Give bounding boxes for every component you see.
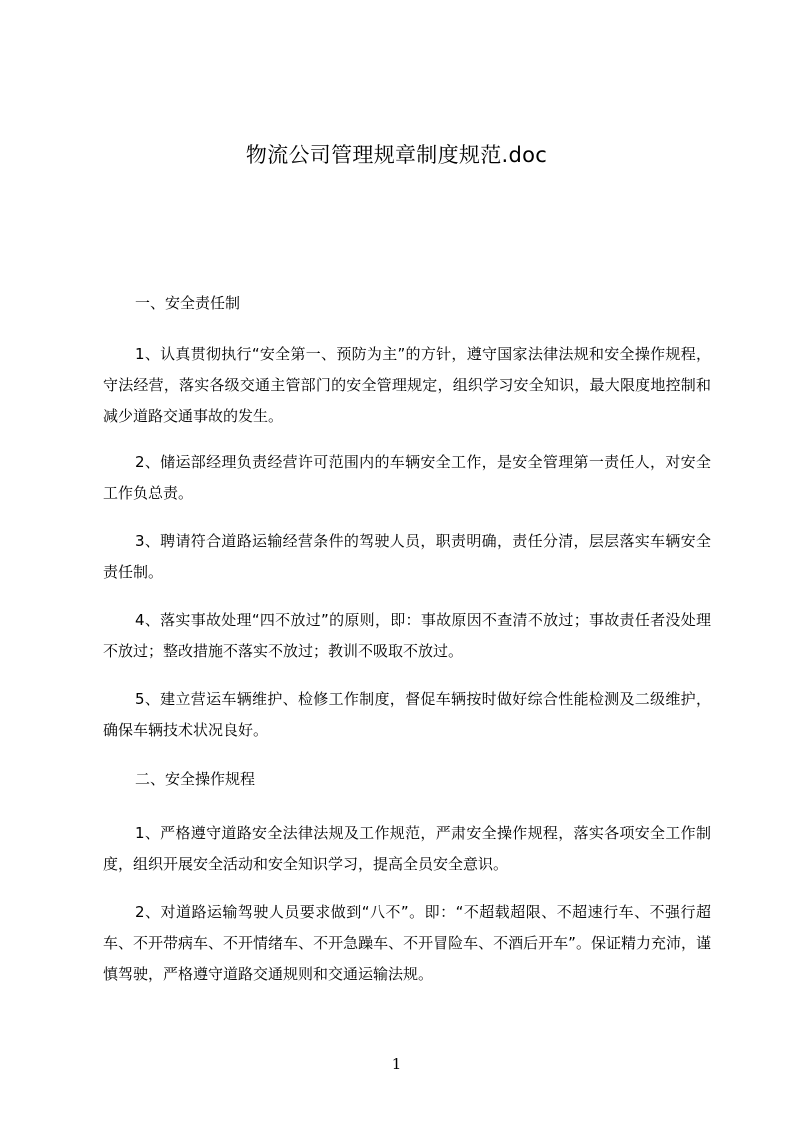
paragraph-1-2: 2、储运部经理负责经营许可范围内的车辆安全工作，是安全管理第一责任人，对安全工作负总责。 [103, 453, 711, 502]
paragraph-1-5: 5、建立营运车辆维护、检修工作制度，督促车辆按时做好综合性能检测及二级维护，确保车辆技术状况良好。 [103, 690, 711, 739]
paragraph-2-1: 1、严格遵守道路安全法律法规及工作规范，严肃安全操作规程，落实各项安全工作制度，组织开展安全活动和安全知识学习，提高全员安全意识。 [103, 824, 711, 873]
paragraph-2-2: 2、对道路运输驾驶人员要求做到“八不”。即：“不超载超限、不超速行车、不强行超车、不开带病车、不开情绪车、不开急躁车、不开冒险车、不酒后开车”。保证精力充沛，谨慎驾驶，严格遵守道路交通规则和交通运输法规。 [103, 903, 711, 983]
document-title: 物流公司管理规章制度规范.doc [245, 143, 548, 167]
section-heading-safety-responsibility: 一、安全责任制 [135, 294, 241, 312]
section-heading-safety-operation: 二、安全操作规程 [135, 770, 256, 788]
paragraph-1-3: 3、聘请符合道路运输经营条件的驾驶人员，职责明确，责任分清，层层落实车辆安全责任制。 [103, 532, 711, 581]
paragraph-1-1: 1、认真贯彻执行“安全第一、预防为主”的方针，遵守国家法律法规和安全操作规程，守法经营，落实各级交通主管部门的安全管理规定，组织学习安全知识，最大限度地控制和减少道路交通事故的发生。 [103, 345, 711, 425]
page-number: 1 [391, 1055, 402, 1073]
paragraph-1-4: 4、落实事故处理“四不放过”的原则，即：事故原因不查清不放过；事故责任者没处理不放过；整改措施不落实不放过；教训不吸取不放过。 [103, 611, 711, 660]
